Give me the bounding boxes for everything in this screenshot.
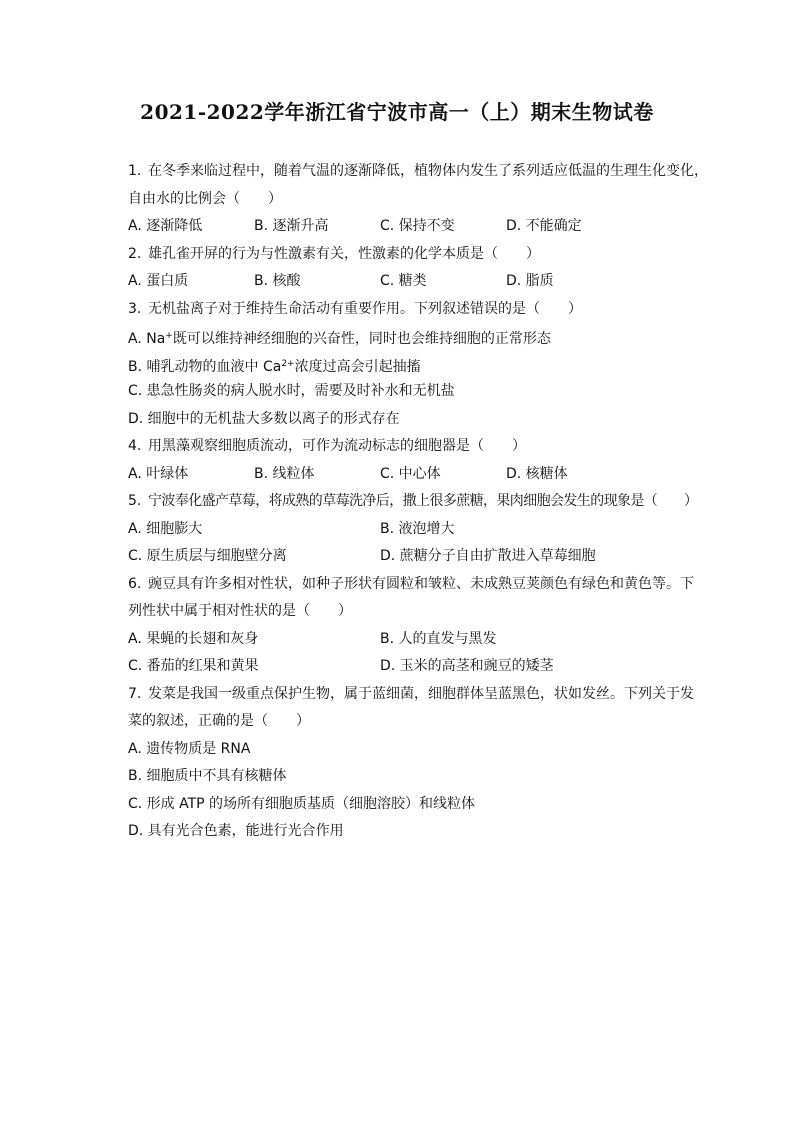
option-a: A. 果蝇的长翅和灰身 (128, 630, 259, 647)
option-c: C. 原生质层与细胞壁分离 (128, 548, 287, 564)
question-number: 6. (128, 575, 142, 592)
option-a-text-pre: A. Na (128, 331, 166, 347)
question-3-stem-line-1 (128, 296, 698, 324)
option-b: B. 人的直发与黑发 (380, 630, 497, 647)
question-stem-text: 豌豆具有许多相对性状，如种子形状有圆粒和皱粒、未成熟豆荚颜色有绿色和黄色等。下 (148, 575, 694, 592)
option-b: B. 细胞质中不具有核糖体 (128, 768, 287, 784)
question-stem-text: 发菜是我国一级重点保护生物，属于蓝细菌，细胞群体呈蓝黑色，状如发丝。下列关于发 (148, 685, 694, 702)
question-number: 3. (128, 300, 142, 317)
option-c: C. 糖类 (380, 273, 427, 289)
option-b: B. 逐渐升高 (254, 218, 329, 234)
superscript: 2+ (281, 358, 295, 369)
option-d: D. 不能确定 (506, 218, 582, 234)
question-stem-text: 宁波奉化盛产草莓，将成熟的草莓洗净后，撒上很多蔗糖，果肉细胞会发生的现象是（ ） (148, 493, 698, 509)
option-d: D. 玉米的高茎和豌豆的矮茎 (380, 658, 554, 674)
question-4-stem-line-1 (128, 433, 698, 461)
page-title: 2021-2022学年浙江省宁波市高一（上）期末生物试卷 (140, 100, 654, 124)
question-5-stem-line-1 (128, 488, 698, 516)
question-3-option-c (128, 378, 698, 406)
question-stem-text: 在冬季来临过程中，随着气温的逐渐降低，植物体内发生了系列适应低温的生理生化变化， (148, 163, 708, 179)
question-5-options-row-2 (128, 543, 698, 571)
question-3-option-d (128, 406, 698, 434)
question-6-stem-line-1 (128, 571, 698, 599)
question-stem-text: 列性状中属于相对性状的是（ ） (128, 603, 352, 619)
option-a: A. 逐渐降低 (128, 218, 203, 234)
question-1-options (128, 213, 698, 241)
option-b: B. 液泡增大 (380, 520, 455, 537)
question-stem-text: 用黑藻观察细胞质流动，可作为流动标志的细胞器是（ ） (148, 438, 526, 454)
option-d: D. 蔗糖分子自由扩散进入草莓细胞 (380, 548, 596, 564)
question-7-stem-line-2 (128, 708, 698, 736)
question-7-option-a (128, 736, 698, 764)
question-number: 2. (128, 245, 142, 262)
option-c: C. 形成 ATP 的场所有细胞质基质（细胞溶胶）和线粒体 (128, 795, 476, 812)
question-list (128, 158, 708, 846)
option-a: A. 叶绿体 (128, 465, 189, 482)
question-stem-text: 雄孔雀开屏的行为与性激素有关，性激素的化学本质是（ ） (148, 245, 540, 262)
question-1-stem-line-1 (128, 158, 708, 186)
question-6-options-row-2 (128, 653, 698, 681)
question-number: 1. (128, 163, 142, 179)
option-c: C. 患急性肠炎的病人脱水时，需要及时补水和无机盐 (128, 383, 455, 399)
question-number: 5. (128, 493, 142, 509)
option-b: B. 核酸 (254, 273, 301, 289)
question-7-option-b (128, 763, 698, 791)
option-d: D. 细胞中的无机盐大多数以离子的形式存在 (128, 410, 400, 427)
question-4-options (128, 461, 698, 489)
question-6-options-row-1 (128, 626, 698, 654)
option-c: C. 保持不变 (380, 218, 455, 234)
question-3-option-a (128, 323, 698, 351)
question-stem-text: 自由水的比例会（ ） (128, 190, 282, 207)
question-number: 4. (128, 438, 142, 454)
option-a: A. 蛋白质 (128, 273, 189, 289)
question-7-option-c (128, 791, 698, 819)
option-b: B. 线粒体 (254, 465, 315, 482)
question-2-stem-line-1 (128, 241, 698, 269)
option-a: A. 细胞膨大 (128, 520, 203, 537)
option-c: C. 中心体 (380, 465, 441, 482)
option-d: D. 核糖体 (506, 465, 568, 482)
option-c: C. 番茄的红果和黄果 (128, 658, 259, 674)
question-6-stem-line-2 (128, 598, 698, 626)
question-3-option-b (128, 351, 698, 379)
option-a: A. 遗传物质是 RNA (128, 740, 251, 757)
question-stem-text: 菜的叙述，正确的是（ ） (128, 713, 310, 729)
question-number: 7. (128, 685, 142, 702)
superscript: + (165, 331, 173, 341)
question-stem-text: 无机盐离子对于维持生命活动有重要作用。下列叙述错误的是（ ） (148, 300, 582, 317)
option-d: D. 脂质 (506, 273, 554, 289)
option-a-text-post: 既可以维持神经细胞的兴奋性，同时也会维持细胞的正常形态 (172, 331, 551, 347)
question-2-options (128, 268, 698, 296)
option-b-text-pre: B. 哺乳动物的血液中 Ca (128, 358, 282, 375)
question-1-stem-line-2 (128, 186, 698, 214)
option-d: D. 具有光合色素，能进行光合作用 (128, 823, 344, 839)
question-5-options-row-1 (128, 516, 698, 544)
question-7-option-d (128, 818, 698, 846)
option-b-text-post: 浓度过高会引起抽搐 (294, 358, 421, 375)
question-7-stem-line-1 (128, 681, 698, 709)
